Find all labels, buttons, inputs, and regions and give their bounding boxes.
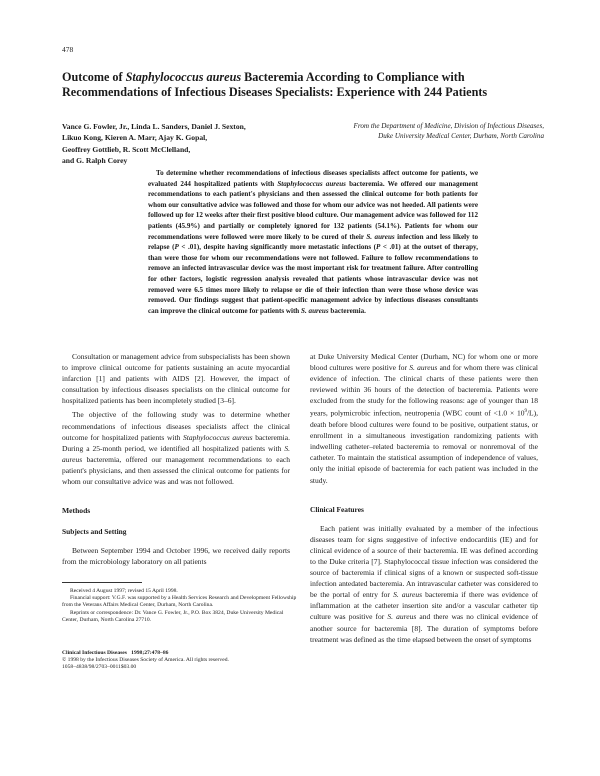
- copyright: © 1998 by the Infectious Diseases Society of America. All rights reserved.: [62, 657, 229, 664]
- body-text: /L), death before blood cultures were found to be positive, outpatient status, or enrollment in a simultaneous investigation randomizing patients with indwelling catheter–related bacteremia to removal or nonremoval of the catheter. To maintain the statistical assumption of independence of values, only the initial episode of bacteremia for each patient was included in the study.: [310, 408, 538, 485]
- affiliation-line: Duke University Medical Center, Durham, North Carolina: [378, 132, 544, 141]
- page-number: 478: [62, 45, 74, 54]
- body-text: and for whom there was clinical evidence of infection. The clinical charts of these patients were then reviewed within 36 hours of the detection of bacteremia. Patients were excluded from the study for the following reasons: age of younger than 18 years, polymicrobic infection, neutropenia (WBC count of <1.0 × 10: [310, 363, 539, 418]
- footnotes: [62, 588, 298, 624]
- article-title: [62, 70, 562, 100]
- abstract-text: infection and less likely to relapse (: [148, 232, 479, 252]
- abstract-text: bacteremia. We offered our management recommendations to each patient's physicians and then assessed the clinical outcome for both patients for whom our consultative advice was followed and those for whom our advice was not heeded. All patients were followed up for 12 weeks after their first positive blood culture. Our management advice was followed for 112 patients (45.9%) and partially or completely ignored for 132 patients (54.1%). Patients for whom our recommendations were followed were more likely to be cured of their: [148, 179, 479, 241]
- subjects-continued: [310, 351, 538, 486]
- body-italic: S. aureus: [393, 590, 423, 600]
- subjects-heading: Subjects and Setting: [62, 527, 127, 537]
- body-italic: S. aureus: [409, 363, 438, 373]
- body-text: and there was no clinical evidence of another source for bacteremia [8]. The duration of symptoms before treatment was defined as the time elapsed between the onset of symptoms: [310, 612, 539, 644]
- body-text: bacteremia, offered our management recommendations to each patient's physicians, and then assessed the clinical outcome for patients for whom our consultative advice was and was not followed.: [62, 454, 290, 487]
- body-italic: Staphylococcus aureus: [183, 432, 253, 442]
- author-line: Likuo Kong, Kieren A. Marr, Ajay K. Gopal,: [62, 133, 208, 143]
- body-text: bacteremia if there was evidence of inflammation at the catheter insertion site and/or a vascular catheter tip culture was positive for: [310, 590, 538, 622]
- body-text: bacteremia. During a 25-month period, we identified all hospitalized patients with: [62, 432, 290, 453]
- right-column: [310, 351, 538, 645]
- abstract-text: < .01), despite having significantly more metastatic infections (: [178, 243, 377, 252]
- intro-paragraph: Consultation or management advice from subspecialists has been shown to improve clinical outcome for patients sustaining an acute myocardial infarction [1] and patients with AIDS [2]. However, the impact of consultation by infectious diseases specialists on the clinical outcome for hospitalized patients has been incompletely studied [3–6].: [62, 352, 290, 406]
- abstract-italic: P: [376, 243, 381, 252]
- abstract-text: To determine whether recommendations of infectious diseases specialists affect outcome for patients, we evaluated 244 hospitalized patients with: [148, 169, 478, 188]
- body-italic: S. aureus: [62, 443, 290, 464]
- author-line: Geoffrey Gottlieb, R. Scott McClelland,: [62, 144, 191, 154]
- body-text: Each patient was initially evaluated by a member of the infectious diseases team for signs suggestive of infective endocarditis (IE) and for clinical evidence of a source of their bacteremia. IE was defined according to the Duke criteria [7]. Staphylococcal tissue infection was considered the source of bacteremia if clinical signs of a known or suspected soft-tissue infection antedated bacteremia. An intravascular catheter was considered to be the portal of entry for: [310, 523, 538, 600]
- superscript: 9: [524, 409, 527, 415]
- left-column: [62, 351, 290, 568]
- author-line: Vance G. Fowler, Jr., Linda L. Sanders, Daniel J. Sexton,: [62, 122, 246, 131]
- footnote-rule: [62, 582, 142, 583]
- affiliation-line: From the Department of Medicine, Division of Infectious Diseases,: [353, 122, 544, 130]
- body-text: at Duke University Medical Center (Durham, NC) for whom one or more blood cultures were positive for: [310, 352, 538, 373]
- clinical-features-paragraph: [310, 523, 538, 645]
- author-list: [62, 121, 302, 166]
- clinical-features-heading: Clinical Features: [310, 504, 364, 514]
- abstract-italic: Staphylococcus aureus: [277, 179, 346, 188]
- abstract-text: bacteremia.: [328, 306, 366, 315]
- subjects-paragraph: Between September 1994 and October 1996, we received daily reports from the microbiology laboratory on all patients: [62, 546, 290, 567]
- abstract-italic: S. aureus: [301, 306, 329, 315]
- title-part2: Bacteremia According to Compliance with Recommendations of Infectious Diseases Specialists: Experience with 244 Patients: [62, 70, 488, 99]
- affiliation: [322, 121, 544, 142]
- abstract-italic: S. aureus: [366, 232, 395, 241]
- journal-citation: 1998;27:478–86: [131, 650, 169, 656]
- title-organism: Staphylococcus aureus: [125, 70, 242, 84]
- footnote-received: Received 4 August 1997; revised 15 April 1998.: [70, 588, 178, 594]
- footnote-reprints: Reprints or correspondence: Dr. Vance G. Fowler, Jr., P.O. Box 3824, Duke University Medical Center, Durham, North Carolina 27710.: [62, 609, 284, 623]
- methods-heading: Methods: [62, 506, 91, 516]
- abstract-italic: P: [174, 243, 179, 252]
- body-text: The objective of the following study was to determine whether recommendations of infectious diseases specialists affect the clinical outcome for hospitalized patients with: [62, 410, 290, 442]
- abstract-text: < .01) at the outset of therapy, than were those for whom our recommendations were not followed. Failure to follow recommendations to remove an infected intravascular device was the most important risk for treatment failure. After controlling for other factors, logistic regression analysis revealed that patients whose intravascular device was not removed were 6.5 times more likely to relapse or die of their infection than were those whose device was removed. Our findings suggest that patient-specific management advice by infectious diseases consultants can improve the clinical outcome for patients with: [148, 243, 478, 315]
- objective-paragraph: [62, 409, 290, 487]
- journal-info: [62, 650, 298, 672]
- author-line: and G. Ralph Corey: [62, 155, 128, 165]
- issn: 1058–4838/98/2703–0011$03.00: [62, 664, 137, 671]
- abstract: [148, 168, 478, 316]
- footnote-support: Financial support: V.G.F. was supported by a Health Services Research and Development Fellowship from the Veterans Affairs Medical Center, Durham, North Carolina.: [62, 595, 297, 609]
- journal-name: Clinical Infectious Diseases: [62, 650, 127, 656]
- title-part1: Outcome of: [62, 70, 126, 84]
- body-italic: S. aureus: [387, 612, 417, 622]
